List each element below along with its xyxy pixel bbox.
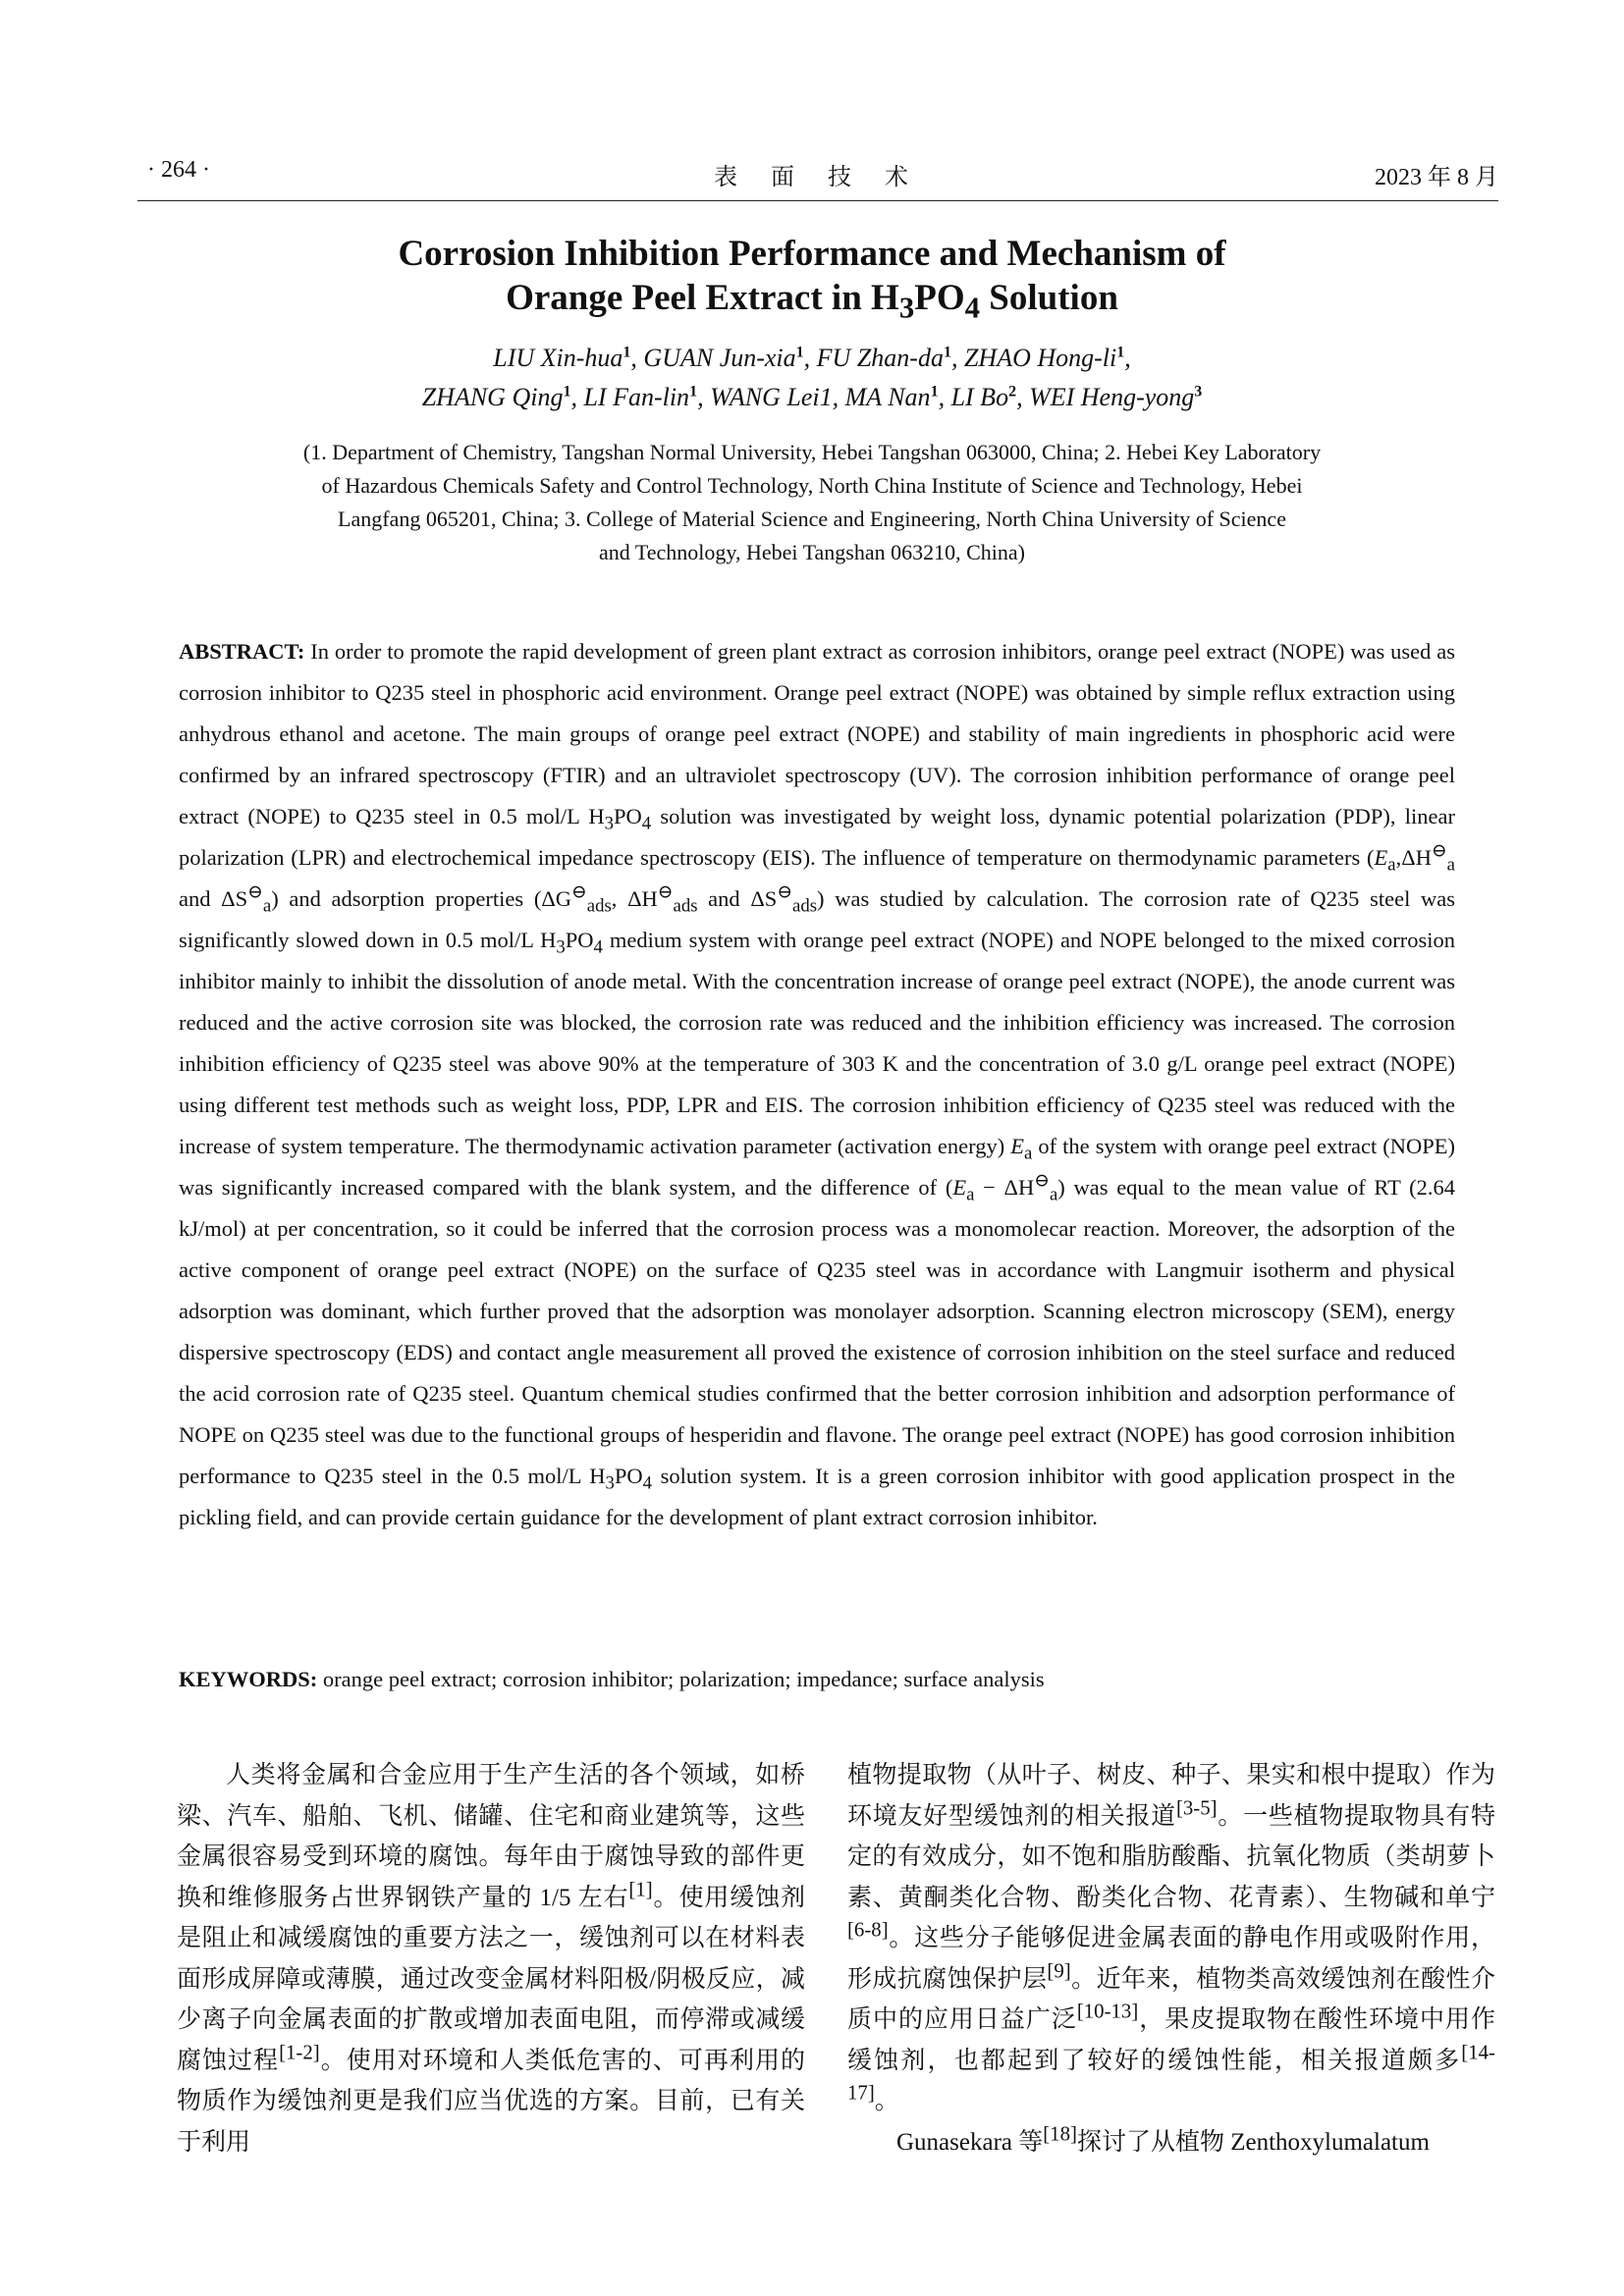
author: LIU Xin-hua	[493, 344, 623, 372]
abstract-label: ABSTRACT:	[179, 639, 305, 664]
citation: [3-5]	[1175, 1795, 1218, 1820]
citation: [1]	[628, 1877, 653, 1901]
page-number: · 264 ·	[147, 157, 210, 183]
citation: [6-8]	[847, 1917, 889, 1942]
body-column-right	[847, 1755, 1495, 2163]
running-header	[137, 157, 1498, 201]
author: ZHAO Hong-li	[963, 344, 1117, 372]
body-column-left	[177, 1755, 805, 2163]
author: LI Bo	[950, 383, 1009, 411]
author: ZHANG Qing	[421, 383, 564, 411]
affiliations: (1. Department of Chemistry, Tangshan Normal University, Hebei Tangshan 063000, China; 2. Hebei Key Laboratory of Hazardous Chemicals Safety and Control Technology, North China Institute of Science and Technology, Hebei Langfang 065201, China; 3. College of Material Science and Engineering, North China University of Science and Technology, Hebei Tangshan 063210, China)	[302, 440, 1322, 564]
author: WEI Heng-yong	[1029, 383, 1195, 411]
author: FU Zhan-da	[816, 344, 944, 372]
abstract: ABSTRACT: In order to promote the rapid development of green plant extract as corrosion inhibitors, orange peel extract (NOPE) was used as corrosion inhibitor to Q235 steel in phosphoric acid environment. Orange peel extract (NOPE) was obtained by simple reflux extraction using anhydrous ethanol and acetone. The main groups of orange peel extract (NOPE) and stability of main ingredients in phosphoric acid were confirmed by an infrared spectroscopy (FTIR) and an ultraviolet spectroscopy (UV). The corrosion inhibition performance of orange peel extract (NOPE) to Q235 steel in 0.5 mol/L $H_3PO_4$ solution was investigated by weight loss, dynamic potential polarization (PDP), linear polarization (LPR) and electrochemical impedance spectroscopy (EIS). The influence of temperature on thermodynamic parameters ($E_a,\Delta H^⊖_a$ and $\Delta S^⊖_a$) and adsorption properties ($\Delta G^⊖_{ads}$, $\Delta H^⊖_{ads}$ and $\Delta S^⊖_{ads}$) was studied by calculation. The corrosion rate of Q235 steel was significantly slowed down in 0.5 mol/L $H_3PO_4$ medium system with orange peel extract (NOPE) and NOPE belonged to the mixed corrosion inhibitor mainly to inhibit the dissolution of anode metal. With the concentration increase of orange peel extract (NOPE), the anode current was reduced and the active corrosion site was blocked, the corrosion rate was reduced and the inhibition efficiency was increased. The corrosion inhibition efficiency of Q235 steel was above 90% at the temperature of 303 K and the concentration of 3.0 g/L orange peel extract (NOPE) using different test methods such as weight loss, PDP, LPR and EIS. The corrosion inhibition efficiency of Q235 steel was reduced with the increase of system temperature. The thermodynamic activation parameter (activation energy) $E_a$ of the system with orange peel extract (NOPE) was significantly increased compared with the blank system, and the difference of $(E_a - \Delta H^⊖_a)$ was equal to the mean value of RT (2.64 kJ/mol) at per concentration, so it could be inferred that the corrosion process was a monomolecar reaction. Moreover, the adsorption of the active component of orange peel extract (NOPE) on the surface of Q235 steel was in accordance with Langmuir isotherm and physical adsorption was dominant, which further proved that the adsorption was monolayer adsorption. Scanning electron microscopy (SEM), energy dispersive spectroscopy (EDS) and contact angle measurement all proved the existence of corrosion inhibition on the steel surface and reduced the acid corrosion rate of Q235 steel. Quantum chemical studies confirmed that the better corrosion inhibition and adsorption performance of NOPE on Q235 steel was due to the functional groups of hesperidin and flavone. The orange peel extract (NOPE) has good corrosion inhibition performance to Q235 steel in the 0.5 mol/L $H_3PO_4$ solution system. It is a green corrosion inhibitor with good application prospect in the pickling field, and can provide certain guidance for the development of plant extract corrosion inhibitor.	[179, 639, 1455, 1529]
title-line-1: Corrosion Inhibition Performance and Mechanism of	[398, 234, 1226, 274]
citation: [18]	[1043, 2121, 1077, 2146]
citation: [14-17]	[847, 2040, 1495, 2105]
citation: [1-2]	[279, 2040, 320, 2064]
author: GUAN Jun-xia	[643, 344, 796, 372]
paper-title	[0, 232, 1624, 325]
paragraph: Gunasekara 等[18]探讨了从植物 Zenthoxylumalatum	[896, 2121, 1430, 2156]
author-line-1: LIU Xin-hua$^1$, GUAN Jun-xia$^1$, FU Zhan-$da^1$, ZHAO Hong-$li^1$,	[493, 344, 1131, 372]
citation: [10-13]	[1076, 1999, 1139, 2023]
keywords: KEYWORDS: orange peel extract; corrosion inhibitor; polarization; impedance; surface analysis	[179, 1667, 1045, 1691]
paragraph: 植物提取物（从叶子、树皮、种子、果实和根中提取）作为环境友好型缓蚀剂的相关报道[3-5]。一些植物提取物具有特定的有效成分，如不饱和脂肪酸酯、抗氧化物质（类胡萝卜素、黄酮类化合物、酚类化合物、花青素）、生物碱和单宁[6-8]。这些分子能够促进金属表面的静电作用或吸附作用，形成抗腐蚀保护层[9]。近年来，植物类高效缓蚀剂在酸性介质中的应用日益广泛[10-13]，果皮提取物在酸性环境中用作缓蚀剂，也都起到了较好的缓蚀性能，相关报道颇多[14-17]。	[847, 1762, 1495, 2114]
author: MA Nan	[844, 383, 931, 411]
author: LI Fan-lin	[583, 383, 690, 411]
journal-name: 表 面 技 术	[714, 165, 922, 190]
author-list	[0, 339, 1624, 417]
author: WANG Lei1	[710, 383, 833, 411]
citation: [9]	[1047, 1958, 1071, 1983]
issue-date: 2023 年 8 月	[1375, 165, 1498, 190]
keywords-label: KEYWORDS:	[179, 1667, 318, 1691]
title-line-2: Orange Peel Extract in $H_3PO_4$ Solution	[506, 278, 1118, 325]
author-line-2: ZHANG Qing$^1$, LI Fan-lin$^1$, WANG Lei1, MA Nan$^1$, LI Bo$^2$, WEI Heng-yong$^3$	[421, 383, 1203, 411]
paragraph: 人类将金属和合金应用于生产生活的各个领域，如桥梁、汽车、船舶、飞机、储罐、住宅和商业建筑等，这些金属很容易受到环境的腐蚀。每年由于腐蚀导致的部件更换和维修服务占世界钢铁产量的 1/5 左右[1]。使用缓蚀剂是阻止和减缓腐蚀的重要方法之一，缓蚀剂可以在材料表面形成屏障或薄膜，通过改变金属材料阳极/阴极反应，减少离子向金属表面的扩散或增加表面电阻，而停滞或减缓腐蚀过程[1-2]。使用对环境和人类低危害的、可再利用的物质作为缓蚀剂更是我们应当优选的方案。目前，已有关于利用	[177, 1762, 805, 2156]
